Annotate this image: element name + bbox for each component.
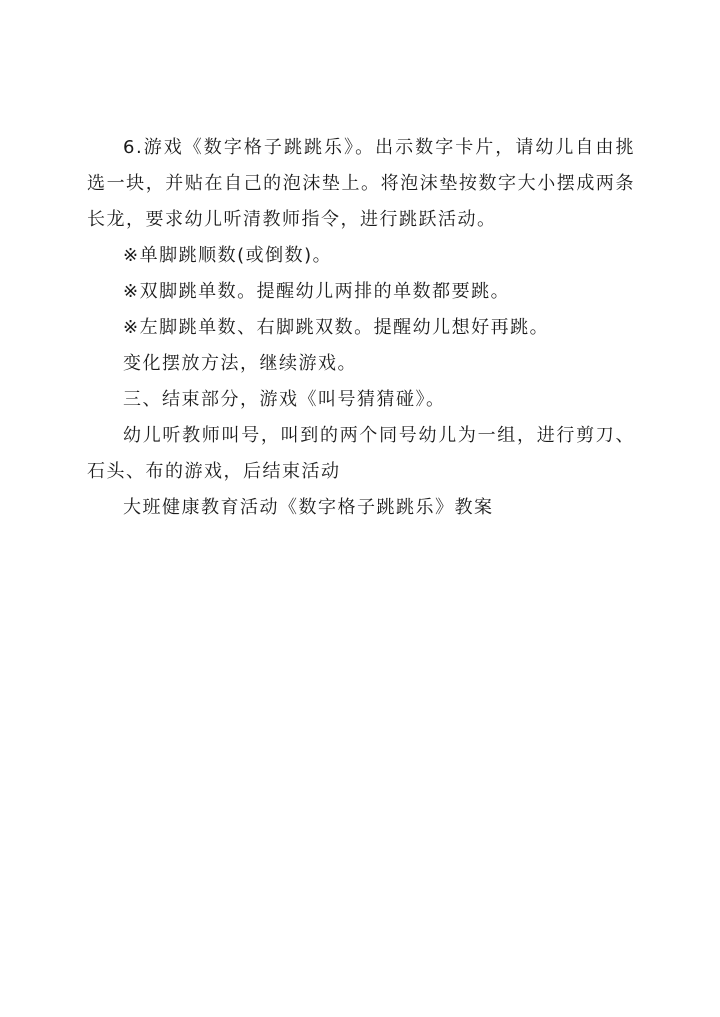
paragraph-single-foot-jump: ※单脚跳顺数(或倒数)。	[123, 245, 333, 266]
paragraph-left-right-foot-jump: ※左脚跳单数、右脚跳双数。提醒幼儿想好再跳。	[123, 317, 550, 338]
paragraph-ending-section: 三、结束部分，游戏《叫号猜猜碰》。	[123, 389, 446, 410]
paragraph-game-instructions: 6.游戏《数字格子跳跳乐》。出示数字卡片，请幼儿自由挑选一块，并贴在自己的泡沫垫上。将泡沫垫按数字大小摆成两条长龙，要求幼儿听清教师指令，进行跳跃活动。	[87, 137, 635, 230]
paragraph-lesson-title: 大班健康教育活动《数字格子跳跳乐》教案	[123, 497, 494, 518]
paragraph-change-layout: 变化摆放方法，继续游戏。	[123, 353, 357, 374]
paragraph-call-number-game: 幼儿听教师叫号，叫到的两个同号幼儿为一组，进行剪刀、石头、布的游戏，后结束活动	[87, 425, 635, 482]
document-body	[87, 130, 635, 526]
paragraph-double-foot-jump: ※双脚跳单数。提醒幼儿两排的单数都要跳。	[123, 281, 511, 302]
